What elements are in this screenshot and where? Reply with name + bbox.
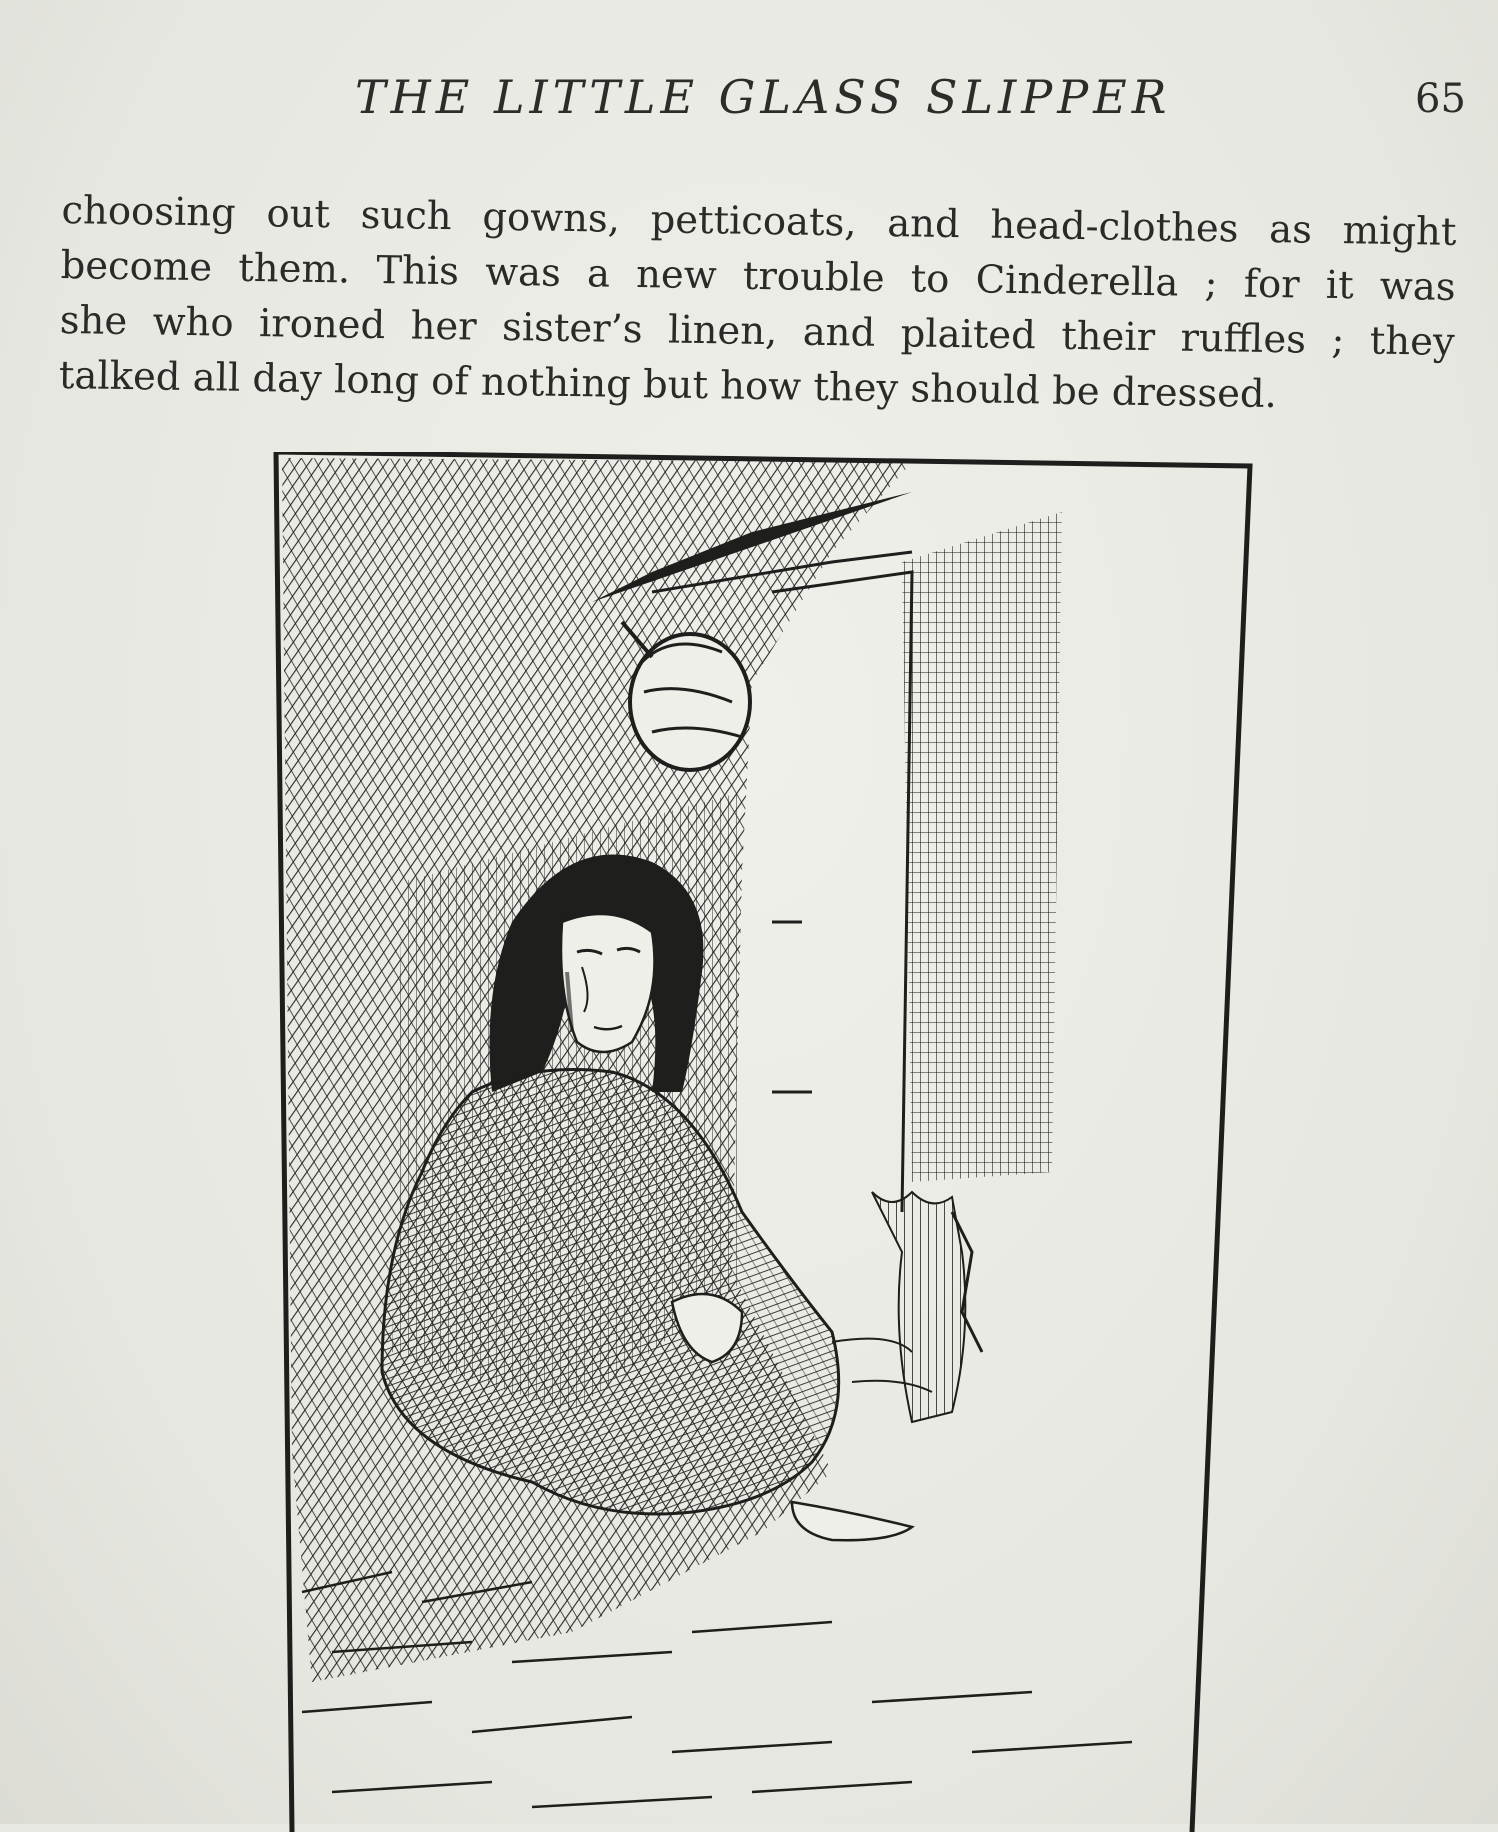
text-line: become them. This was a new trouble to Cinderella ; for it was	[60, 242, 1456, 310]
page-number: 65	[1415, 76, 1466, 122]
text-line: talked all day long of nothing but how they should be dressed.	[58, 352, 1278, 418]
text-line: choosing out such gowns, petticoats, and head-clothes as might	[61, 187, 1457, 255]
cinderella-illustration	[272, 452, 1256, 1832]
running-head	[0, 70, 1498, 140]
body-paragraph	[59, 183, 1457, 425]
chimney-grid	[772, 512, 1062, 1212]
running-title: THE LITTLE GLASS SLIPPER	[355, 70, 1172, 124]
text-line: she who ironed her sister’s linen, and plaited their ruffles ; they	[59, 297, 1456, 365]
figure-foot	[792, 1502, 912, 1540]
hearth-fire	[832, 1192, 982, 1422]
